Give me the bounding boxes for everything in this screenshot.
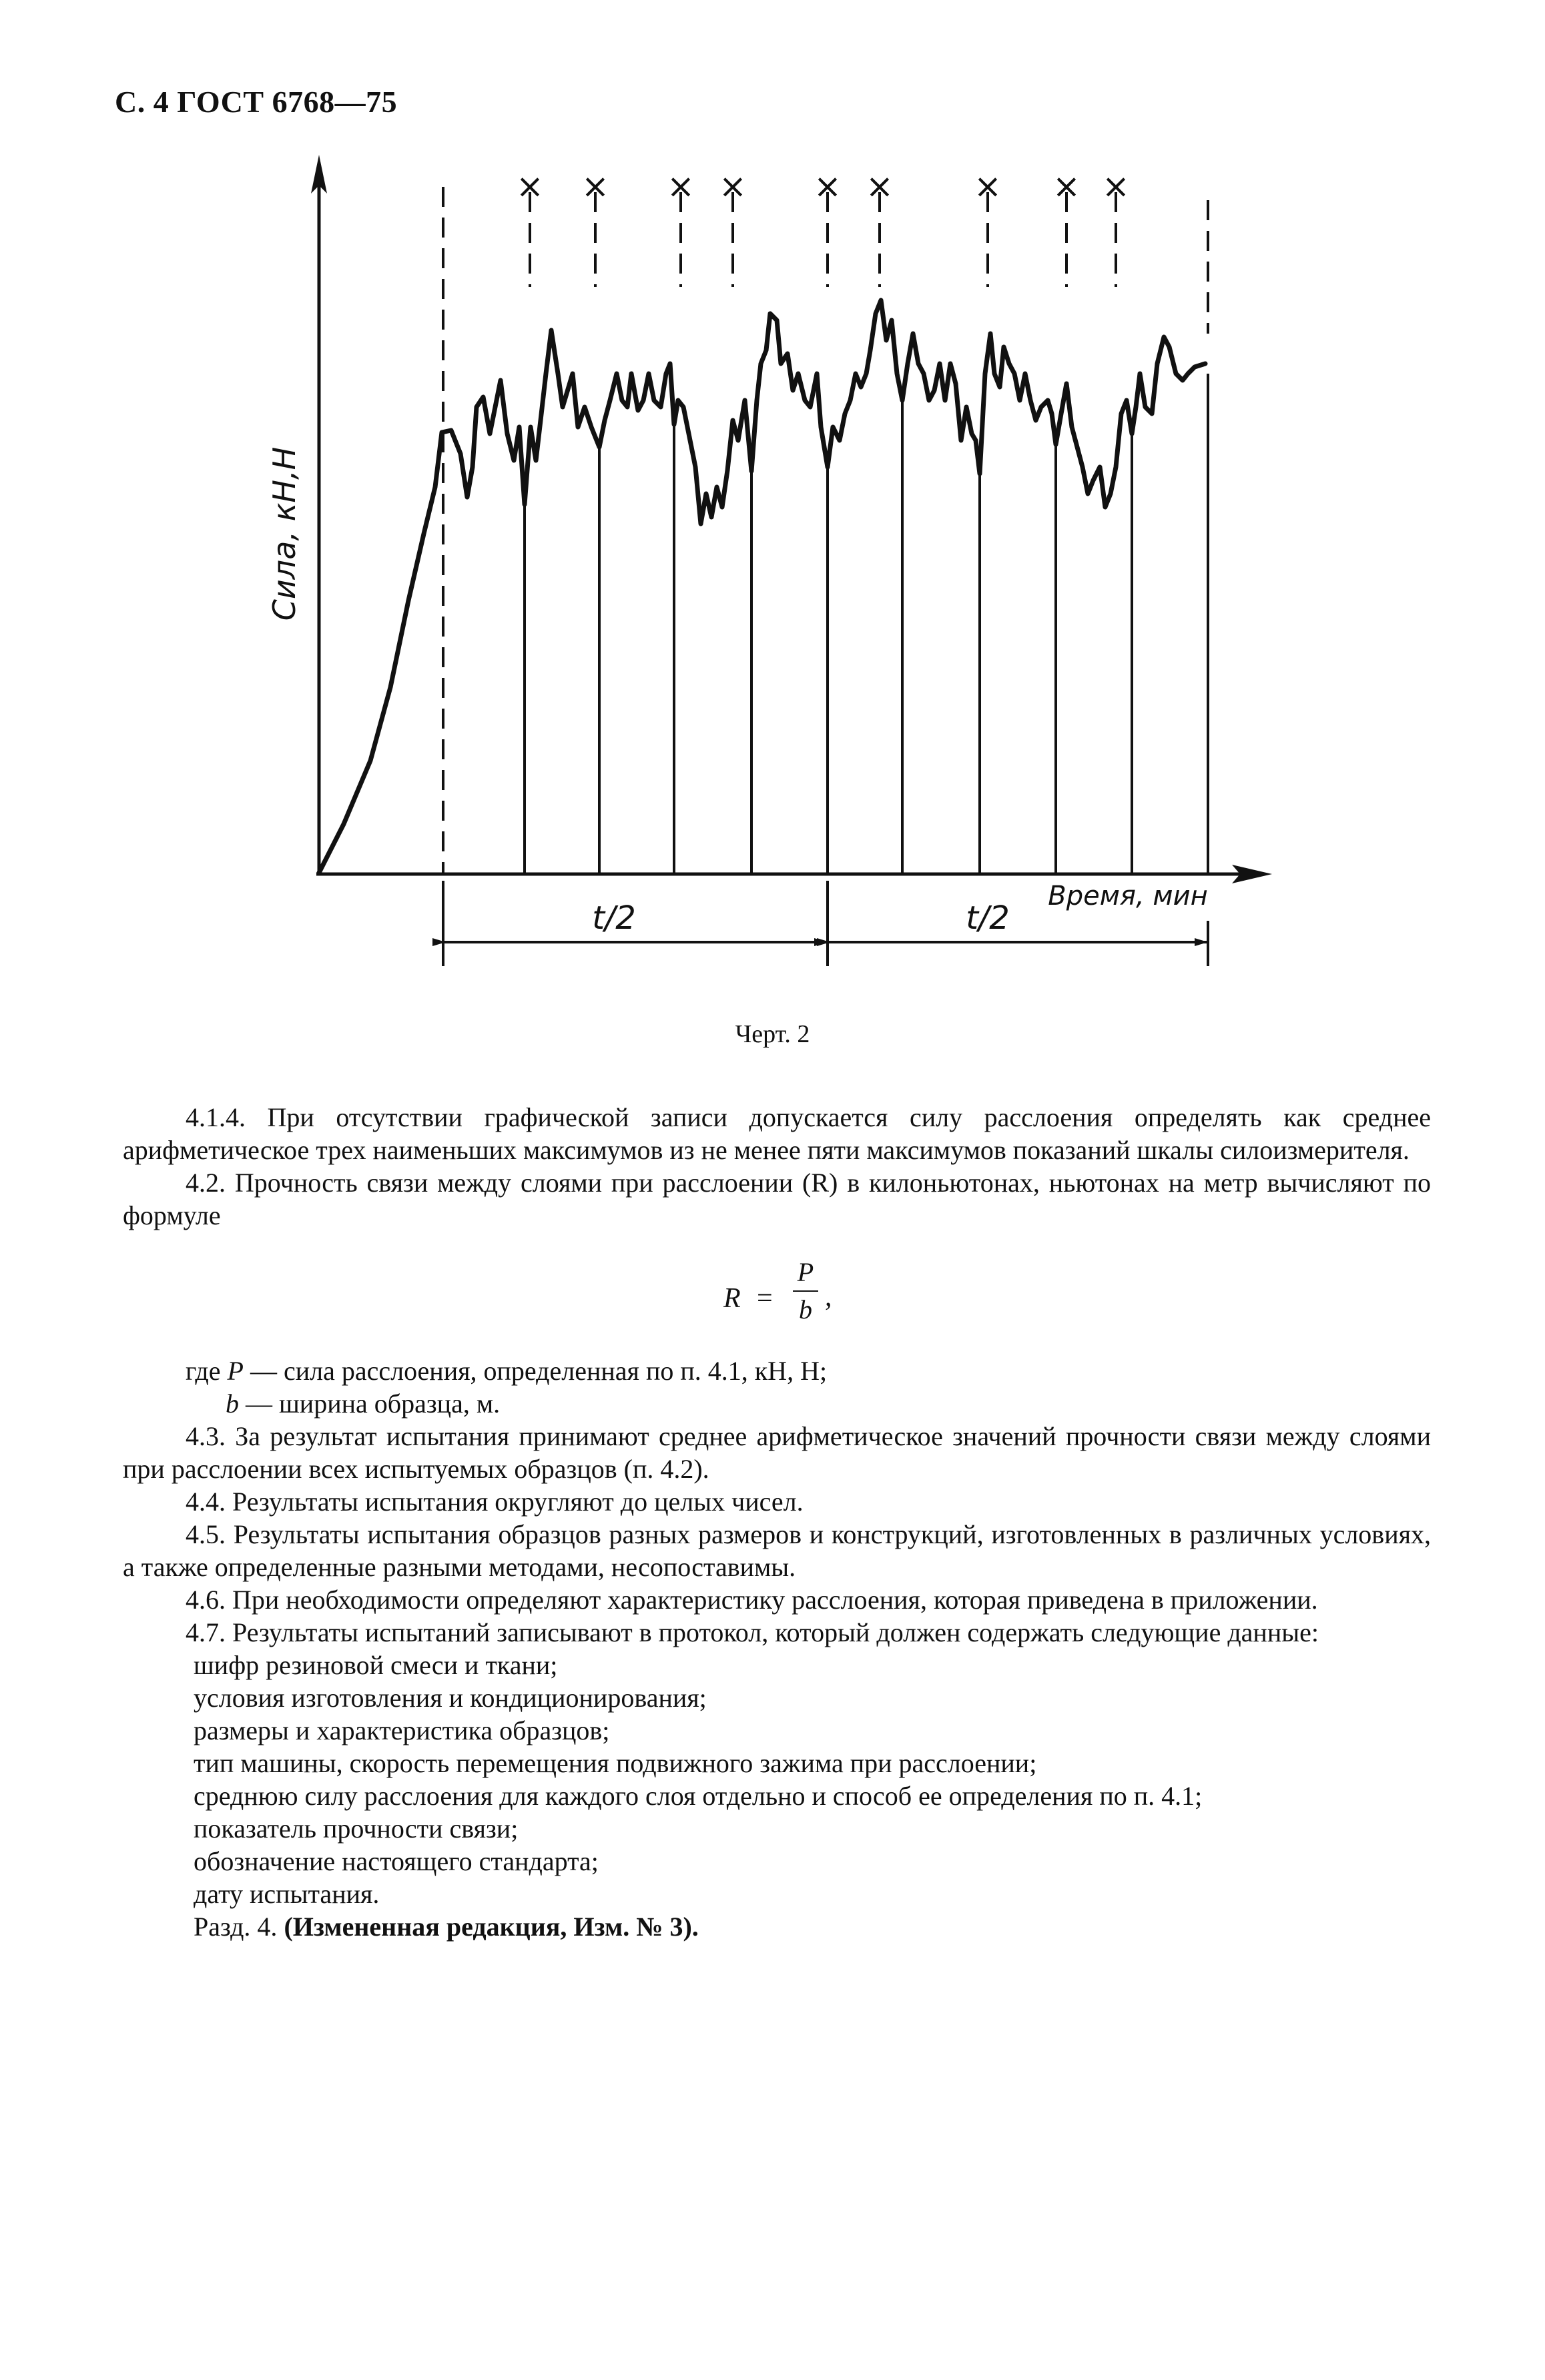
paragraph-4-4: 4.4. Результаты испытания округляют до целых чисел. (186, 1487, 804, 1517)
paragraph-4-2: 4.2. Прочность связи между слоями при расслоении (R) в килоньютонах, ньютонах на метр вычисляют по формуле (123, 1168, 1431, 1230)
list-item: тип машины, скорость перемещения подвижного зажима при расслоении; (194, 1748, 1037, 1778)
where-lead: где (186, 1356, 228, 1386)
formula-equals: = (757, 1283, 773, 1314)
list-item: размеры и характеристика образцов; (194, 1715, 610, 1745)
where-b-line (123, 1387, 1431, 1420)
solid-markers (525, 374, 1208, 874)
formula-lhs: R (723, 1283, 741, 1314)
max-marker: × (974, 167, 1002, 206)
force-time-chart (0, 0, 1545, 1001)
max-marker: × (581, 167, 609, 206)
formula-fraction (793, 1256, 818, 1326)
max-marker: × (719, 167, 747, 206)
list-item: условия изготовления и кондиционирования; (194, 1683, 707, 1713)
y-axis-label: Сила, кН,Н (266, 446, 302, 621)
dashed-markers (443, 187, 1208, 874)
half-interval-label-2: t/2 (966, 899, 1010, 937)
list-item: обозначение настоящего стандарта; (194, 1846, 599, 1876)
symbol-b: b (226, 1389, 239, 1419)
max-marker: × (814, 167, 842, 206)
max-marker: × (866, 167, 894, 206)
page-header: С. 4 ГОСТ 6768—75 (115, 85, 398, 119)
max-markers (516, 167, 1130, 206)
list-item: дату испытания. (194, 1879, 380, 1909)
paragraph-4-5: 4.5. Результаты испытания образцов разных размеров и конструкций, изготовленных в различных условиях, а также определенные разными методами, несопоставимы. (123, 1519, 1431, 1582)
max-marker: × (1102, 167, 1130, 206)
where-p-text: — сила расслоения, определенная по п. 4.1, кН, Н; (243, 1356, 828, 1386)
document-body (123, 1101, 1431, 1943)
x-axis-label: Время, мин (1048, 881, 1208, 911)
max-marker: × (667, 167, 695, 206)
formula (123, 1257, 1431, 1336)
amendment-note (123, 1910, 1431, 1943)
paragraph-4-1-4: 4.1.4. При отсутствии графической записи допускается силу расслоения определять как среднее арифметическое трех наименьших максимумов из не менее пяти максимумов показаний шкалы силоизмерителя. (123, 1102, 1431, 1165)
where-b-text: — ширина образца, м. (239, 1389, 501, 1419)
amendment-bold: (Измененная редакция, Изм. № 3). (284, 1912, 699, 1942)
formula-denominator: b (799, 1294, 812, 1324)
max-marker: × (516, 167, 544, 206)
paragraph-4-3: 4.3. За результат испытания принимают среднее арифметическое значений прочности связи между слоями при расслоении всех испытуемых образцов (п. 4.2). (123, 1421, 1431, 1484)
max-marker: × (1052, 167, 1080, 206)
formula-numerator: P (797, 1257, 814, 1287)
amendment-lead: Разд. 4. (194, 1912, 284, 1942)
list-item: шифр резиновой смеси и ткани; (194, 1650, 558, 1680)
fraction-bar (793, 1290, 818, 1292)
paragraph-4-7: 4.7. Результаты испытаний записывают в протокол, который должен содержать следующие данные: (186, 1617, 1319, 1647)
symbol-p: P (227, 1356, 244, 1386)
where-p-line (123, 1354, 1431, 1387)
force-curve (319, 300, 1205, 873)
figure-caption: Черт. 2 (735, 1020, 810, 1048)
half-interval-label-1: t/2 (592, 899, 636, 937)
list-item: показатель прочности связи; (194, 1814, 519, 1844)
list-item: среднюю силу расслоения для каждого слоя отдельно и способ ее определения по п. 4.1; (194, 1781, 1203, 1811)
formula-comma: , (825, 1282, 832, 1312)
paragraph-4-6: 4.6. При необходимости определяют характеристику расслоения, которая приведена в приложении. (186, 1585, 1318, 1615)
